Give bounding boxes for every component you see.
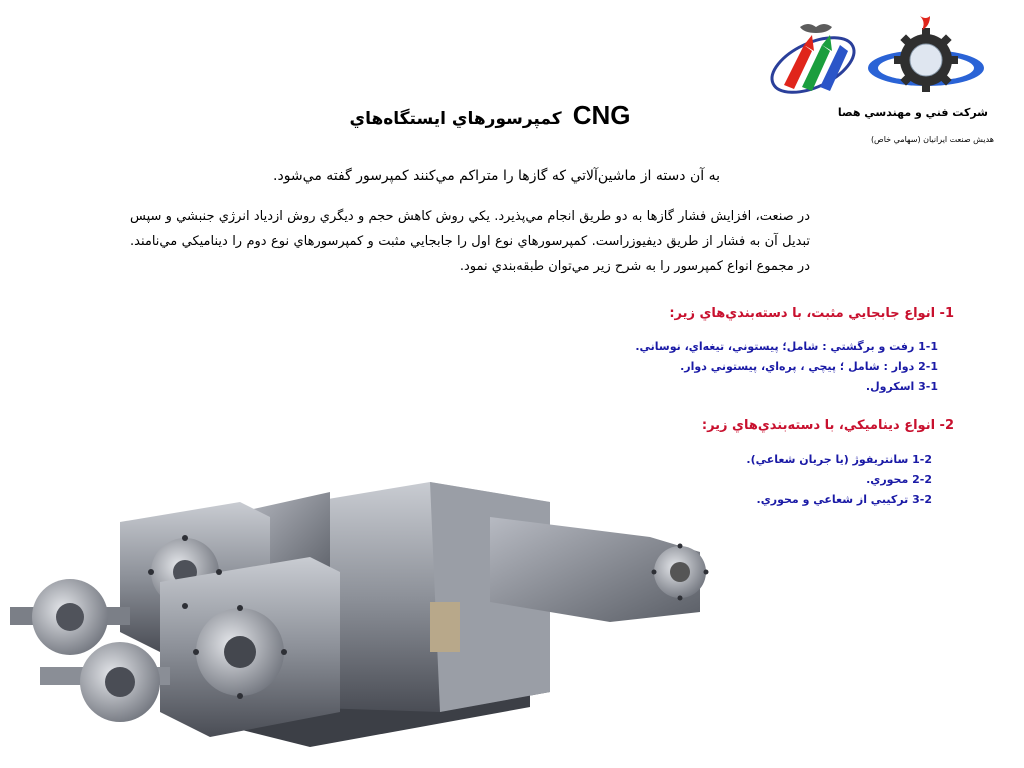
page-title [300,100,680,131]
company-name: شركت فني و مهندسي هصا [837,106,988,119]
list-item: 2-1 دوار : شامل ؛ پيچي ، پره‌اي، پيستوني دوار. [680,360,938,373]
list-item: 3-2 تركيبي از شعاعي و محوري. [756,493,932,506]
compressor-image [10,462,725,762]
section-heading-positive-displacement: 1- انواع جابجايي مثبت، با دسته‌بندي‌هاي زير: [669,306,954,321]
section-list-positive-displacement [518,337,938,397]
company-subtitle: هديش صنعت ايرانيان (سهامي خاص) [870,135,994,144]
title-persian: كمپرسورهاي ايستگاه‌هاي [349,109,562,129]
list-item: 1-2 سانتريفوژ (يا جريان شعاعي). [746,453,932,466]
title-latin: CNG [572,100,631,130]
arrows-logo-icon [764,15,862,95]
section-heading-dynamic: 2- انواع ديناميكي، با دسته‌بندي‌هاي زير: [701,418,954,433]
gear-logo-icon [862,10,990,102]
list-item: 3-1 اسكرول. [865,380,938,393]
list-item: 2-2 محوري. [866,473,932,486]
body-paragraph: در صنعت، افزايش فشار گازها به دو طريق انجام مي‌پذيرد. يكي روش كاهش حجم و ديگري روش ازدياد انرژي جنبشي و سپس تبديل آن به فشار از طريق ديفيوزراست. كمپرسورهاي نوع اول را جابجايي مثبت و كمپرسورهاي نوع دوم را ديناميكي مي‌نامند. در مجموع انواع كمپرسور را به شرح زير مي‌توان طبقه‌بندي نمود. [130,209,810,274]
intro-text: به آن دسته از ماشين‌آلاتي كه گازها را متراكم مي‌كنند كمپرسور گفته مي‌شود. [273,168,720,184]
list-item: 1-1 رفت و برگشتي : شامل؛ پيستوني، تيغه‌اي، نوساني. [635,340,938,353]
